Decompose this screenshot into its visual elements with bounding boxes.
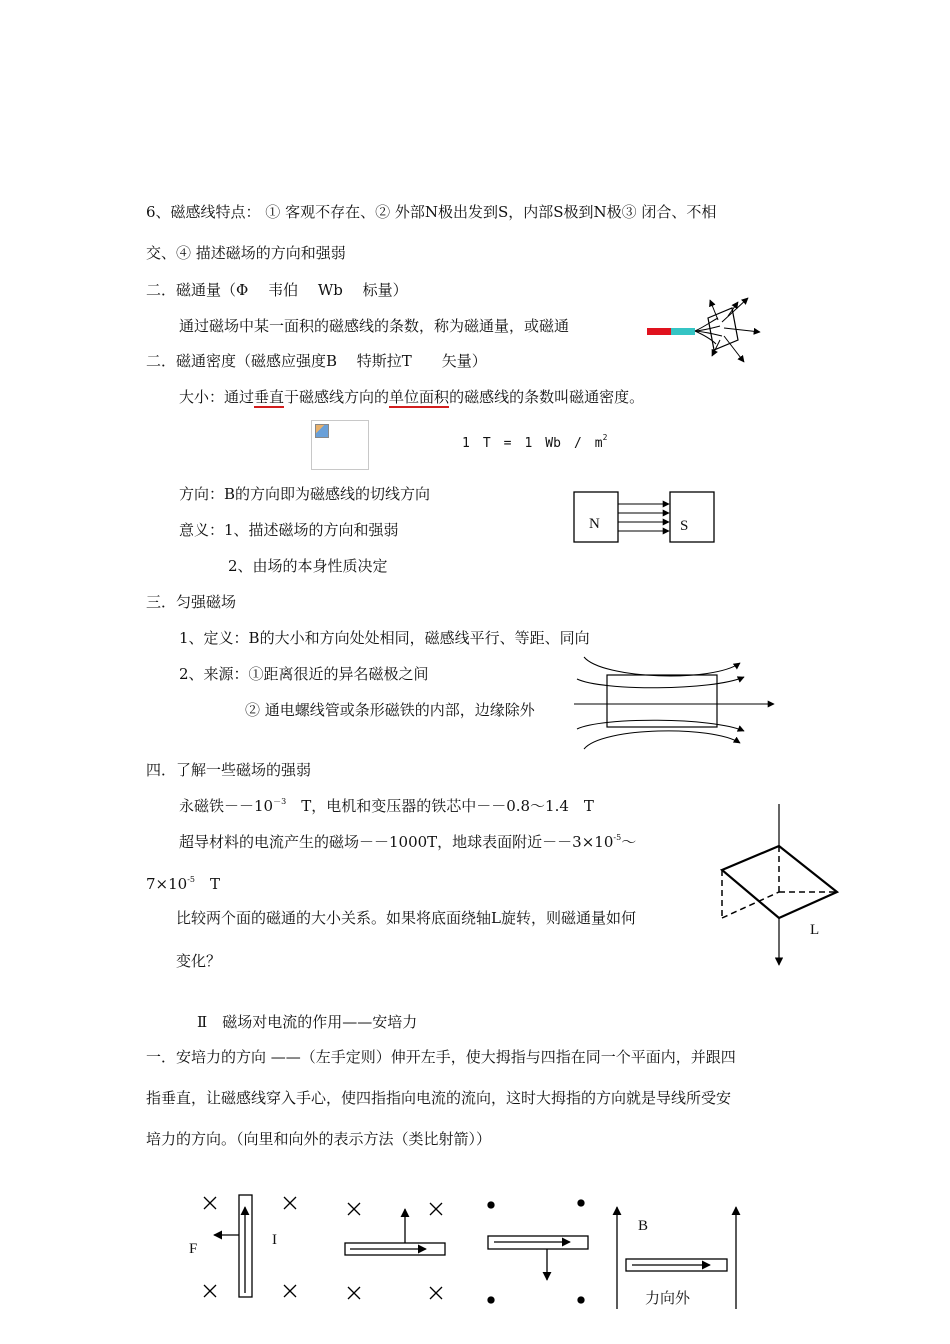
- tesla-formula: [462, 434, 607, 454]
- formula-exponent: 2: [602, 433, 608, 442]
- strength-heading: 四．了解一些磁场的强弱: [146, 761, 312, 779]
- panel-3: [488, 1200, 588, 1303]
- solenoid-field-figure: [572, 655, 782, 750]
- size-mid: 于磁感线方向的: [284, 388, 390, 406]
- l1-exp: －3: [273, 797, 287, 806]
- l1-a: 永磁铁－－10: [179, 797, 274, 815]
- feature-line-1: 6、磁感线特点： ① 客观不存在、② 外部N极出发到S，内部S极到N极③ 闭合、不相: [146, 203, 717, 221]
- density-direction: 方向：B的方向即为磁感线的切线方向: [179, 485, 431, 503]
- flux-definition: 通过磁场中某一面积的磁感线的条数，称为磁通量，或磁通: [179, 317, 570, 335]
- current-i-label: I: [272, 1232, 277, 1248]
- feature-line-2: 交、④ 描述磁场的方向和强弱: [146, 244, 346, 262]
- size-suffix: 的磁感线的条数叫磁通密度。: [449, 388, 645, 406]
- rotating-face-figure: [712, 800, 842, 970]
- size-prefix: 大小：通过: [179, 388, 255, 406]
- force-outward-label: 力向外: [645, 1289, 691, 1307]
- ampere-para-3: 培力的方向。（向里和向外的表示方法（类比射箭））: [146, 1130, 492, 1148]
- strength-line-2: [179, 832, 636, 852]
- l2-b: ～: [621, 833, 637, 851]
- flux-surface-figure: [640, 290, 780, 370]
- force-f-label: F: [189, 1241, 198, 1257]
- uniform-heading: 三．匀强磁场: [146, 593, 237, 611]
- ampere-para-1: 一．安培力的方向 ——（左手定则）伸开左手，使大拇指与四指在同一个平面内，并跟四: [146, 1048, 736, 1066]
- density-heading: 二．磁通密度（磁感应强度B 特斯拉T 矢量）: [146, 352, 487, 370]
- density-size-line: [179, 387, 644, 407]
- panel-2: [345, 1203, 445, 1299]
- underline-perpendicular: 垂直: [254, 388, 285, 406]
- question-line-1: 比较两个面的磁通的大小关系。如果将底面绕轴L旋转，则磁通量如何: [176, 909, 636, 927]
- axis-l-label: L: [810, 922, 820, 938]
- l3-a: 7×10: [146, 875, 188, 893]
- pole-n-label: N: [589, 516, 600, 532]
- density-meaning-1: 意义：1、描述磁场的方向和强弱: [179, 521, 399, 539]
- strength-line-3: [146, 874, 220, 894]
- flux-heading: 二．磁通量（Φ 韦伯 Wb 标量）: [146, 281, 408, 299]
- underline-unit-area: 单位面积: [389, 388, 450, 406]
- ampere-para-2: 指垂直，让磁感线穿入手心，使四指指向电流的流向，这时大拇指的方向就是导线所受安: [146, 1089, 732, 1107]
- panel-1: [204, 1195, 296, 1297]
- strength-line-1: [179, 796, 594, 816]
- part2-title: Ⅱ 磁场对电流的作用——安培力: [197, 1013, 418, 1031]
- image-icon: [315, 424, 329, 438]
- pole-s-label: S: [680, 518, 689, 534]
- uniform-definition: 1、定义：B的大小和方向处处相同，磁感线平行、等距、同向: [179, 629, 590, 647]
- formula-text: 1 T = 1 Wb / m: [462, 436, 603, 451]
- broken-image-placeholder: [311, 420, 369, 470]
- l2-exp: -5: [613, 833, 622, 842]
- field-b-label: B: [638, 1218, 649, 1234]
- density-meaning-2: 2、由场的本身性质决定: [228, 557, 388, 575]
- l2-a: 超导材料的电流产生的磁场－－1000T，地球表面附近－－3×10: [179, 833, 614, 851]
- l3-b: T: [195, 875, 221, 893]
- uniform-source-2: ② 通电螺线管或条形磁铁的内部，边缘除外: [245, 701, 535, 719]
- question-line-2: 变化？: [176, 952, 222, 970]
- l3-exp: -5: [187, 875, 195, 884]
- l1-b: T，电机和变压器的铁芯中－－0.8～1.4 T: [286, 797, 594, 815]
- uniform-source-1: 2、来源：①距离很近的异名磁极之间: [179, 665, 429, 683]
